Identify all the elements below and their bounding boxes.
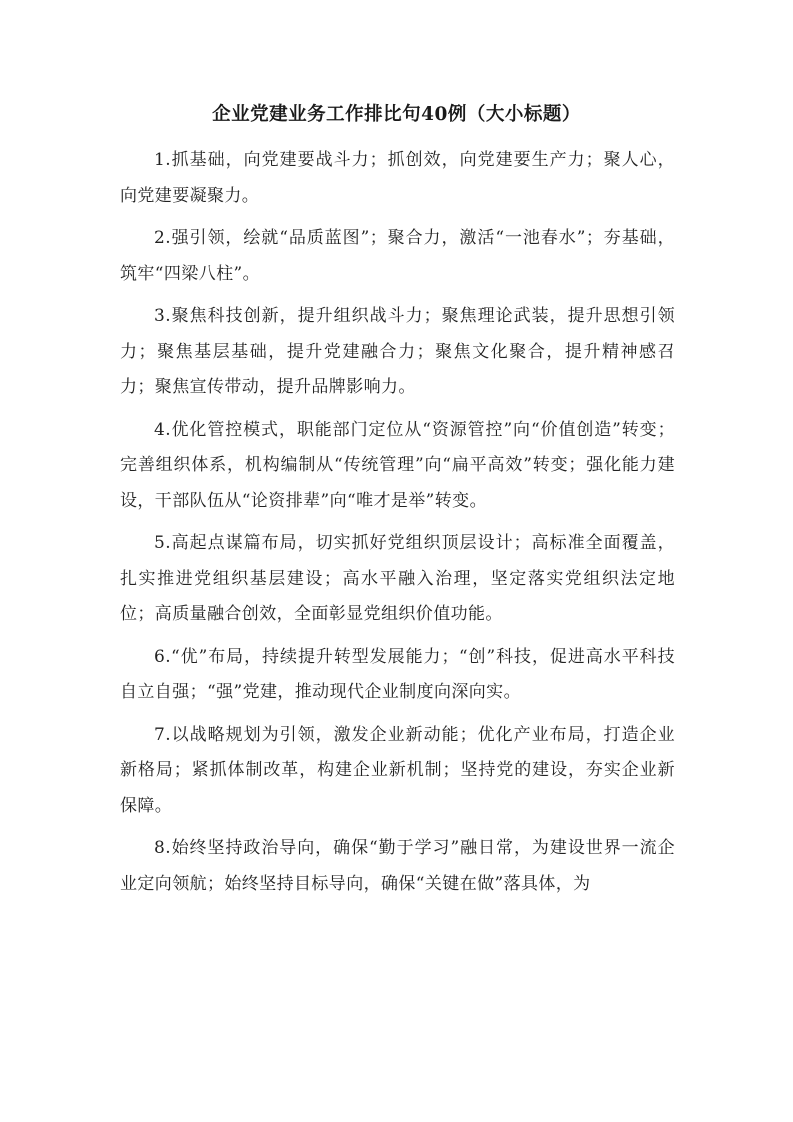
paragraph-7: 7.以战略规划为引领，激发企业新动能；优化产业布局，打造企业新格局；紧抓体制改革，构建企业新机制；坚持党的建设，夯实企业新保障。	[120, 724, 675, 816]
paragraph-8: 8.始终坚持政治导向，确保“勤于学习”融日常，为建设世界一流企业定向领航；始终坚持目标导向，确保“关键在做”落具体，为	[120, 838, 675, 894]
paragraph-4: 4.优化管控模式，职能部门定位从“资源管控”向“价值创造”转变；完善组织体系，机构编制从“传统管理”向“扁平高效”转变；强化能力建设，干部队伍从“论资排辈”向“唯才是举”转变。	[120, 419, 675, 511]
paragraph-5: 5.高起点谋篇布局，切实抓好党组织顶层设计；高标准全面覆盖，扎实推进党组织基层建设；高水平融入治理，坚定落实党组织法定地位；高质量融合创效，全面彰显党组织价值功能。	[120, 533, 675, 624]
document-title: 企业党建业务工作排比句40例（大小标题）	[212, 104, 581, 125]
paragraph-2: 2.强引领，绘就“品质蓝图”；聚合力，激活“一池春水”；夯基础，筑牢“四梁八柱”。	[120, 228, 675, 284]
paragraph-6: 6.“优”布局，持续提升转型发展能力；“创”科技，促进高水平科技自立自强；“强”党建，推动现代企业制度向深向实。	[120, 646, 675, 702]
document-body	[120, 143, 675, 909]
paragraph-3: 3.聚焦科技创新，提升组织战斗力；聚焦理论武装，提升思想引领力；聚焦基层基础，提升党建融合力；聚焦文化聚合，提升精神感召力；聚焦宣传带动，提升品牌影响力。	[120, 306, 675, 397]
paragraph-1: 1.抓基础，向党建要战斗力；抓创效，向党建要生产力；聚人心，向党建要凝聚力。	[120, 150, 675, 206]
